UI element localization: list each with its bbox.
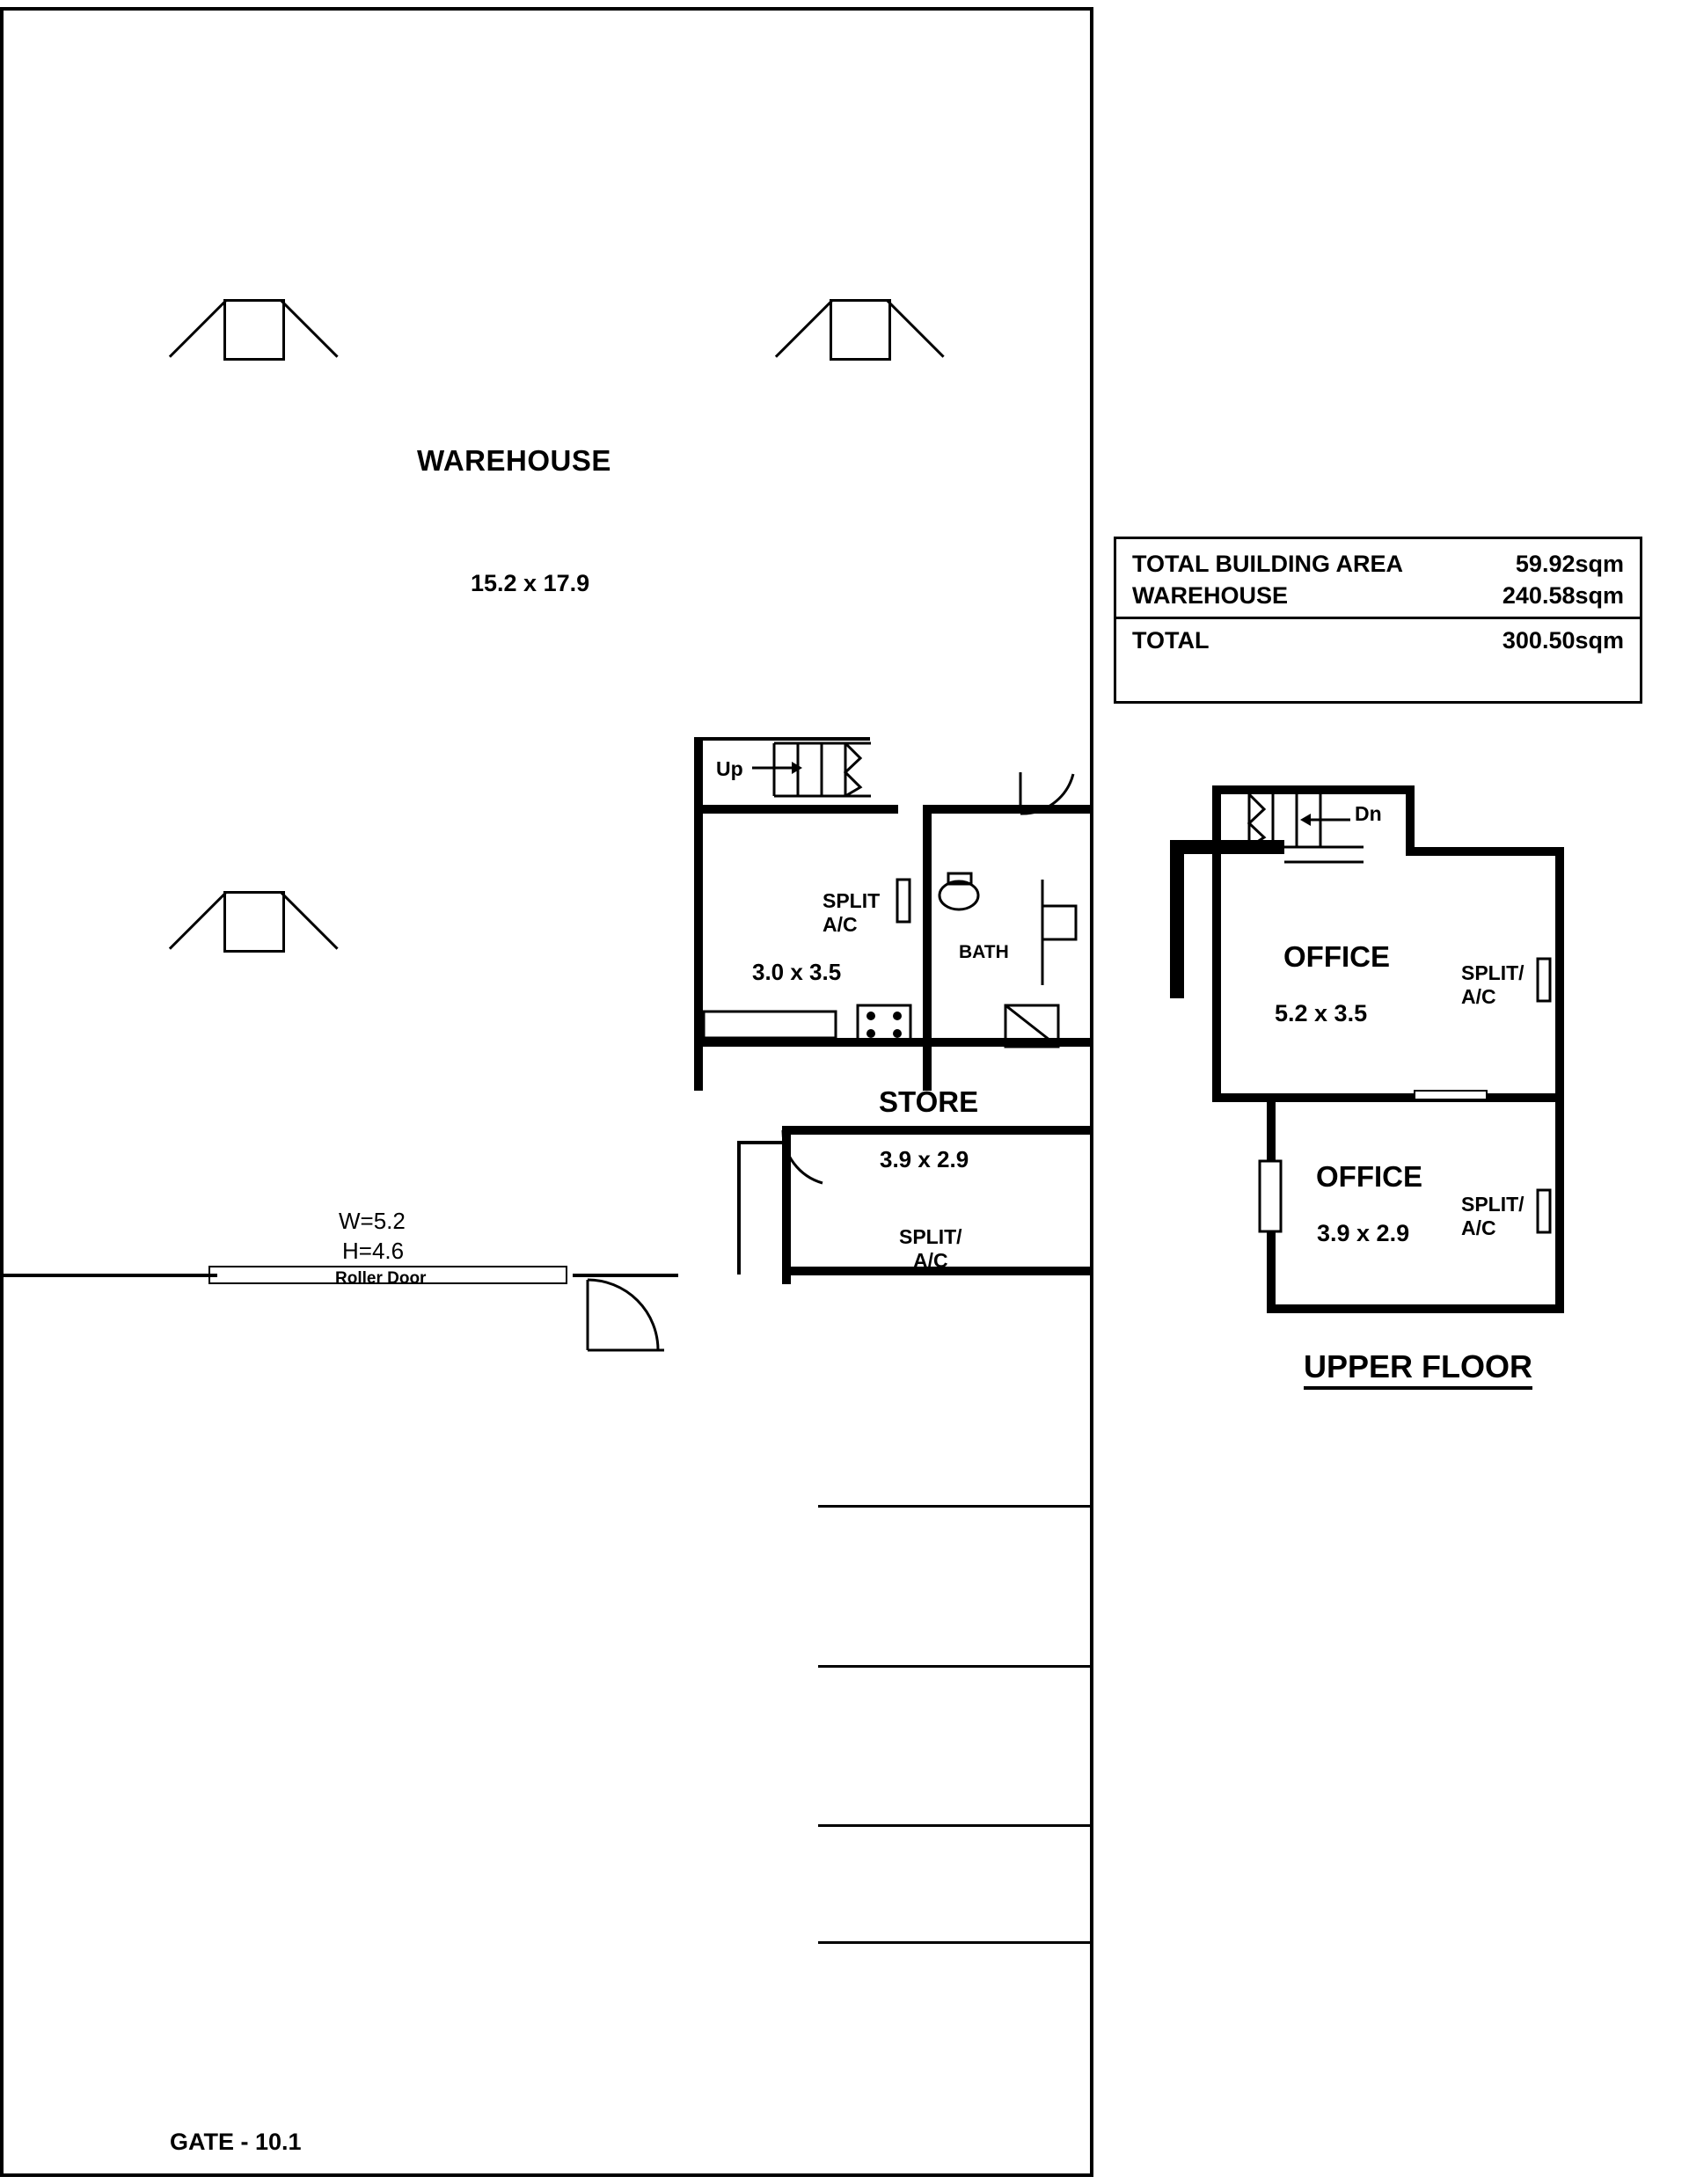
roller-door-label: Roller Door bbox=[335, 1269, 427, 1288]
wall-bath-bottom bbox=[923, 1038, 1090, 1047]
area-table-divider bbox=[1116, 617, 1640, 619]
gate-label: GATE - 10.1 bbox=[170, 2129, 302, 2155]
roller-door-height: H=4.6 bbox=[342, 1238, 405, 1264]
wall-ground-right-upper bbox=[1090, 7, 1093, 1276]
wall-office2-bottom bbox=[1267, 1304, 1564, 1313]
column-marker-3 bbox=[223, 891, 285, 953]
closet-top-wall bbox=[737, 1141, 783, 1144]
split-ac-store-line1: SPLIT/ bbox=[899, 1225, 962, 1248]
parking-line-1 bbox=[818, 1505, 1091, 1508]
area-row bbox=[1116, 548, 1640, 580]
wall-ground-top bbox=[0, 7, 1093, 11]
upper-office-1-dimensions: 5.2 x 3.5 bbox=[1275, 1000, 1368, 1026]
roller-door-width: W=5.2 bbox=[339, 1208, 406, 1234]
wall-ground-bottom-left bbox=[0, 1274, 217, 1277]
area-row-value: 59.92sqm bbox=[1515, 551, 1624, 577]
area-summary-table bbox=[1114, 537, 1642, 704]
split-ac-line2: A/C bbox=[823, 913, 858, 936]
parking-line-2 bbox=[818, 1665, 1091, 1668]
split-ac-upper1-line2: A/C bbox=[1461, 985, 1496, 1008]
split-ac-upper1-line1: SPLIT/ bbox=[1461, 961, 1524, 984]
wall-stair-left bbox=[694, 737, 703, 807]
split-ac-line1: SPLIT bbox=[823, 889, 881, 912]
wall-ground-right-lower bbox=[1090, 1276, 1093, 2177]
wall-office-lower-top bbox=[694, 805, 898, 814]
upper-stair-rail bbox=[1170, 840, 1184, 998]
wall-yard-left bbox=[0, 1274, 4, 2177]
wall-bath-top bbox=[923, 805, 1090, 814]
wall-office-lower-bottom bbox=[694, 1038, 932, 1047]
wall-upper-mid bbox=[1212, 1093, 1564, 1102]
upper-office-2-label: OFFICE bbox=[1316, 1160, 1422, 1193]
wall-upper-top-left bbox=[1212, 785, 1415, 794]
wall-upper-top-right bbox=[1406, 847, 1564, 856]
split-ac-upper2-line2: A/C bbox=[1461, 1216, 1496, 1239]
warehouse-dimensions: 15.2 x 17.9 bbox=[471, 570, 590, 596]
column-marker-2 bbox=[830, 299, 891, 361]
closet-left-wall bbox=[737, 1141, 741, 1275]
bath-label: BATH bbox=[959, 942, 1009, 962]
split-ac-label-store bbox=[899, 1225, 962, 1273]
area-total-row bbox=[1116, 625, 1640, 656]
store-dimensions: 3.9 x 2.9 bbox=[880, 1146, 969, 1172]
stair-up-label: Up bbox=[716, 757, 743, 780]
office-lower-dimensions: 3.0 x 3.5 bbox=[752, 959, 842, 985]
area-total-value: 300.50sqm bbox=[1502, 627, 1624, 654]
split-ac-store-line2: A/C bbox=[912, 1249, 948, 1272]
wall-office-lower-left bbox=[694, 805, 703, 1091]
column-marker-1 bbox=[223, 299, 285, 361]
split-ac-label-upper-2 bbox=[1461, 1193, 1524, 1240]
split-ac-upper2-line1: SPLIT/ bbox=[1461, 1193, 1524, 1216]
area-row-label: TOTAL BUILDING AREA bbox=[1132, 551, 1403, 577]
upper-floor-title bbox=[1304, 1348, 1532, 1385]
wall-upper-right-top bbox=[1555, 847, 1564, 1102]
parking-line-3 bbox=[818, 1824, 1091, 1827]
wall-office2-right bbox=[1555, 1093, 1564, 1313]
area-row-value: 240.58sqm bbox=[1502, 582, 1624, 609]
wall-ground-left-upper bbox=[0, 7, 4, 1274]
upper-office-2-dimensions: 3.9 x 2.9 bbox=[1317, 1220, 1410, 1246]
wall-yard-bottom bbox=[0, 2173, 1093, 2177]
upper-floor-title-text: UPPER FLOOR bbox=[1304, 1348, 1532, 1390]
parking-line-4 bbox=[818, 1941, 1091, 1944]
upper-stair-rail-top bbox=[1170, 840, 1284, 854]
stair-dn-label: Dn bbox=[1355, 802, 1382, 825]
wall-office2-left bbox=[1267, 1093, 1276, 1313]
wall-store-left bbox=[782, 1126, 791, 1284]
upper-office-1-label: OFFICE bbox=[1283, 940, 1390, 973]
wall-store-top bbox=[782, 1126, 1090, 1135]
area-total-label: TOTAL bbox=[1132, 627, 1210, 654]
store-label: STORE bbox=[879, 1085, 979, 1118]
wall-stair-top bbox=[694, 737, 870, 741]
split-ac-label-office-lower bbox=[823, 889, 880, 937]
wall-office-lower-right bbox=[923, 805, 932, 1091]
wall-upper-left bbox=[1212, 785, 1221, 1102]
wall-ground-bottom-mid bbox=[573, 1274, 678, 1277]
area-row bbox=[1116, 580, 1640, 611]
warehouse-label: WAREHOUSE bbox=[417, 444, 611, 477]
area-row-label: WAREHOUSE bbox=[1132, 582, 1289, 609]
split-ac-label-upper-1 bbox=[1461, 961, 1524, 1009]
wall-upper-stairwell-right bbox=[1406, 785, 1415, 856]
